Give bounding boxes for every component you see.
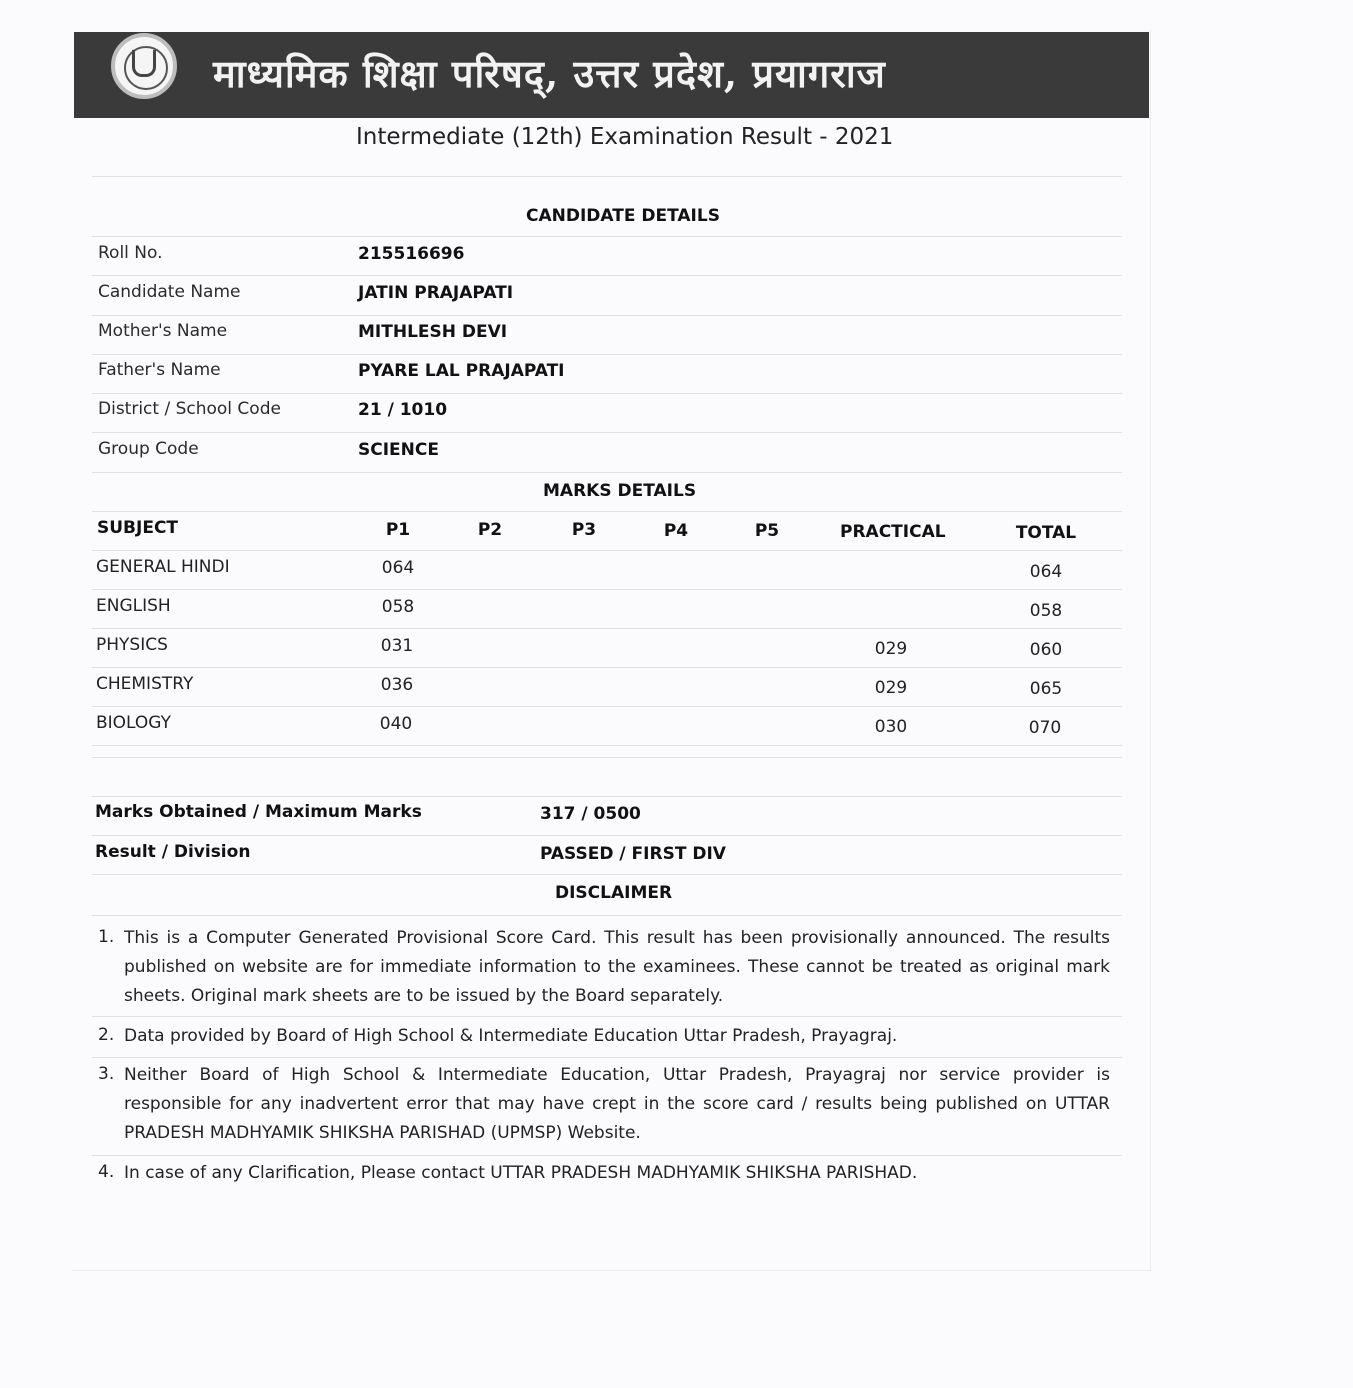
total-marks: 058 [1029,601,1063,621]
practical-marks: 029 [874,678,908,698]
district-school-code-value: 21 / 1010 [358,400,448,420]
candidate-name-value: JATIN PRAJAPATI [358,283,514,303]
col-p1: P1 [385,520,411,540]
district-school-code-label: District / School Code [98,399,281,419]
total-marks: 060 [1029,640,1063,660]
subject-name: PHYSICS [96,635,168,655]
subject-name: BIOLOGY [96,713,172,733]
divider [92,874,1122,875]
divider [92,667,1122,668]
divider [92,796,1122,797]
candidate-name-label: Candidate Name [98,282,241,302]
divider [92,915,1122,916]
col-practical: PRACTICAL [840,522,946,542]
total-marks: 065 [1029,679,1063,699]
divider [92,550,1122,551]
col-p5: P5 [754,521,780,541]
result-division-label: Result / Division [95,842,251,862]
upmsp-emblem-icon [111,33,177,99]
divider [92,472,1122,473]
disclaimer-item: This is a Computer Generated Provisional Score Card. This result has been provisionally announced. The results published on website are for immediate information to the examinees. These cannot be treated as original mark sheets. Original mark sheets are to be issued by the Board separately. [124,928,1110,1006]
divider [92,706,1122,707]
p1-marks: 036 [380,675,414,695]
divider [92,1016,1122,1017]
marks-obtained-value: 317 / 0500 [540,804,641,824]
disclaimer-number: 2. [98,1025,115,1045]
p1-marks: 031 [380,636,414,656]
roll-no-label: Roll No. [98,243,163,263]
col-subject: SUBJECT [97,518,179,538]
divider [92,432,1122,433]
practical-marks: 030 [874,717,908,737]
divider [92,393,1122,394]
group-code-value: SCIENCE [358,440,439,460]
marks-details-heading: MARKS DETAILS [543,481,697,501]
divider [92,628,1122,629]
divider [92,589,1122,590]
divider [92,275,1122,276]
divider [92,511,1122,512]
disclaimer-item: In case of any Clarification, Please contact UTTAR PRADESH MADHYAMIK SHIKSHA PARISHAD. [124,1163,918,1183]
board-title: माध्यमिक शिक्षा परिषद्, उत्तर प्रदेश, प्रयागराज [213,51,886,96]
father-name-label: Father's Name [98,360,221,380]
disclaimer-item: Data provided by Board of High School & Intermediate Education Uttar Pradesh, Prayagraj. [124,1026,898,1046]
divider [92,315,1122,316]
result-division-value: PASSED / FIRST DIV [540,844,726,864]
disclaimer-number: 3. [98,1064,115,1084]
col-total: TOTAL [1015,523,1077,543]
divider [92,1155,1122,1156]
p1-marks: 058 [381,597,415,617]
disclaimer-number: 4. [98,1162,115,1182]
total-marks: 064 [1029,562,1063,582]
col-p4: P4 [663,521,689,541]
p1-marks: 064 [381,558,415,578]
candidate-details-heading: CANDIDATE DETAILS [526,206,720,226]
subject-name: ENGLISH [96,596,171,616]
group-code-label: Group Code [98,439,199,459]
col-p2: P2 [477,520,503,540]
marks-obtained-label: Marks Obtained / Maximum Marks [95,802,422,822]
practical-marks: 029 [874,639,908,659]
p1-marks: 040 [379,714,413,734]
divider [92,835,1122,836]
disclaimer-heading: DISCLAIMER [555,883,673,903]
mother-name-value: MITHLESH DEVI [358,322,508,342]
divider [92,176,1122,177]
total-marks: 070 [1028,718,1062,738]
subject-name: CHEMISTRY [96,674,194,694]
disclaimer-item: Neither Board of High School & Intermediate Education, Uttar Pradesh, Prayagraj nor service provider is responsible for any inadvertent error that may have crept in the score card / results being published on UTTAR PRADESH MADHYAMIK SHIKSHA PARISHAD (UPMSP) Website. [124,1065,1110,1143]
subject-name: GENERAL HINDI [96,557,230,577]
father-name-value: PYARE LAL PRAJAPATI [358,361,565,381]
divider [92,745,1122,746]
roll-no-value: 215516696 [358,244,465,264]
divider [92,354,1122,355]
mother-name-label: Mother's Name [98,321,228,341]
divider [92,236,1122,237]
divider [92,1057,1122,1058]
col-p3: P3 [571,520,597,540]
disclaimer-number: 1. [98,927,115,947]
divider [92,757,1122,758]
exam-title: Intermediate (12th) Examination Result - 2021 [356,124,894,150]
